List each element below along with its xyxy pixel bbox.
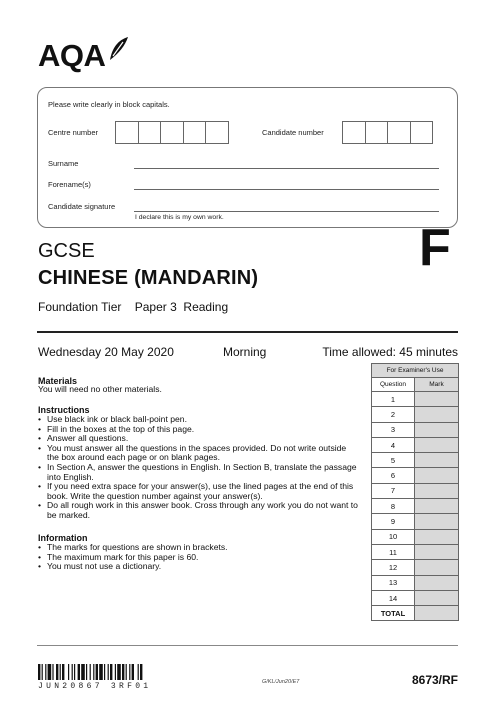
information-list: [38, 543, 360, 572]
table-row: [372, 422, 459, 437]
question-number: 12: [372, 560, 415, 575]
time-allowed: Time allowed: 45 minutes: [322, 345, 458, 359]
total-mark-cell[interactable]: [415, 606, 459, 621]
block-capitals-note: Please write clearly in block capitals.: [48, 100, 170, 109]
question-number: 11: [372, 544, 415, 559]
table-row: [372, 529, 459, 544]
mark-cell[interactable]: [415, 407, 459, 422]
question-number: 4: [372, 437, 415, 452]
aqa-leaf-mark-icon: [107, 36, 129, 62]
table-row: [372, 453, 459, 468]
mark-cell[interactable]: [415, 422, 459, 437]
centre-number-cell[interactable]: [160, 121, 184, 144]
question-number: 13: [372, 575, 415, 590]
mark-cell[interactable]: [415, 575, 459, 590]
mark-cell[interactable]: [415, 560, 459, 575]
footer-divider: [37, 645, 458, 646]
centre-number-cell[interactable]: [183, 121, 207, 144]
mark-cell[interactable]: [415, 529, 459, 544]
candidate-number-cell[interactable]: [410, 121, 434, 144]
table-row: [372, 407, 459, 422]
question-number: 3: [372, 422, 415, 437]
mark-cell[interactable]: [415, 468, 459, 483]
tier-paper-line: Foundation Tier Paper 3 Reading: [38, 300, 229, 314]
barcode-icon: [38, 664, 196, 680]
exam-session: Morning: [223, 345, 267, 359]
mark-cell[interactable]: [415, 590, 459, 605]
table-row: [372, 499, 459, 514]
exam-date: Wednesday 20 May 2020: [38, 345, 174, 359]
table-row: [372, 560, 459, 575]
list-item: • Answer all questions.: [38, 434, 360, 444]
table-row: [372, 392, 459, 407]
list-item: • If you need extra space for your answer(s), use the lined pages at the end of this book. Write the question number against your answer(s).: [38, 482, 360, 501]
table-row: [372, 437, 459, 452]
surname-field[interactable]: [134, 168, 439, 169]
list-item: • Do all rough work in this answer book. Cross through any work you do not want to be marked.: [38, 501, 360, 520]
centre-number-cell[interactable]: [138, 121, 162, 144]
materials-text: You will need no other materials.: [38, 384, 162, 394]
table-row: [372, 606, 459, 621]
mark-cell[interactable]: [415, 514, 459, 529]
examiner-table-title: For Examiner's Use: [372, 364, 459, 378]
information-heading: Information: [38, 533, 88, 543]
candidate-number-boxes[interactable]: [343, 121, 433, 144]
mark-column-header: Mark: [415, 378, 459, 392]
question-number: 10: [372, 529, 415, 544]
centre-number-cell[interactable]: [205, 121, 229, 144]
subject-title: CHINESE (MANDARIN): [38, 267, 259, 289]
list-item: • You must answer all the questions in the spaces provided. Do not write outside the box around each page or on blank pages.: [38, 444, 360, 463]
table-row: [372, 544, 459, 559]
centre-number-label: Centre number: [48, 128, 99, 137]
mark-cell[interactable]: [415, 453, 459, 468]
mark-cell[interactable]: [415, 499, 459, 514]
candidate-details-box: [37, 87, 458, 228]
centre-number-cell[interactable]: [115, 121, 139, 144]
list-item: • The maximum mark for this paper is 60.: [38, 553, 360, 563]
aqa-logo: [38, 38, 129, 78]
barcode-text: JUN20867 3RF01: [38, 682, 152, 691]
list-item: • Use black ink or black ball-point pen.: [38, 415, 360, 425]
candidate-number-cell[interactable]: [365, 121, 389, 144]
question-number: 7: [372, 483, 415, 498]
forenames-label: Forename(s): [48, 180, 91, 189]
table-row: [372, 483, 459, 498]
question-number: 2: [372, 407, 415, 422]
mark-cell[interactable]: [415, 483, 459, 498]
question-number: 8: [372, 499, 415, 514]
aqa-logo-text: AQA: [38, 38, 106, 73]
question-number: 9: [372, 514, 415, 529]
table-row: [372, 514, 459, 529]
question-number: 6: [372, 468, 415, 483]
qualification-title: GCSE: [38, 240, 95, 262]
question-number: 14: [372, 590, 415, 605]
candidate-number-cell[interactable]: [387, 121, 411, 144]
mark-cell[interactable]: [415, 392, 459, 407]
tier-letter: F: [419, 219, 451, 277]
total-label: TOTAL: [372, 606, 415, 621]
mark-cell[interactable]: [415, 437, 459, 452]
signature-label: Candidate signature: [48, 202, 116, 211]
candidate-number-cell[interactable]: [342, 121, 366, 144]
title-divider: [37, 331, 458, 333]
surname-label: Surname: [48, 159, 79, 168]
paper-reference: G/KL/Jun20/E7: [262, 679, 300, 685]
table-row: [372, 590, 459, 605]
list-item: • In Section A, answer the questions in English. In Section B, translate the passage into English.: [38, 463, 360, 482]
declaration-text: I declare this is my own work.: [135, 214, 224, 221]
instructions-heading: Instructions: [38, 405, 90, 415]
mark-cell[interactable]: [415, 544, 459, 559]
materials-heading: Materials: [38, 376, 78, 386]
question-number: 5: [372, 453, 415, 468]
table-row: [372, 575, 459, 590]
question-number: 1: [372, 392, 415, 407]
question-column-header: Question: [372, 378, 415, 392]
signature-field[interactable]: [134, 211, 439, 212]
candidate-number-label: Candidate number: [262, 128, 324, 137]
centre-number-boxes[interactable]: [116, 121, 229, 144]
list-item: • You must not use a dictionary.: [38, 562, 360, 572]
table-row: [372, 468, 459, 483]
list-item: • Fill in the boxes at the top of this page.: [38, 425, 360, 435]
paper-code: 8673/RF: [411, 673, 458, 687]
forenames-field[interactable]: [134, 189, 439, 190]
instructions-list: [38, 415, 360, 521]
examiner-use-table: [371, 363, 459, 621]
list-item: • The marks for questions are shown in brackets.: [38, 543, 360, 553]
